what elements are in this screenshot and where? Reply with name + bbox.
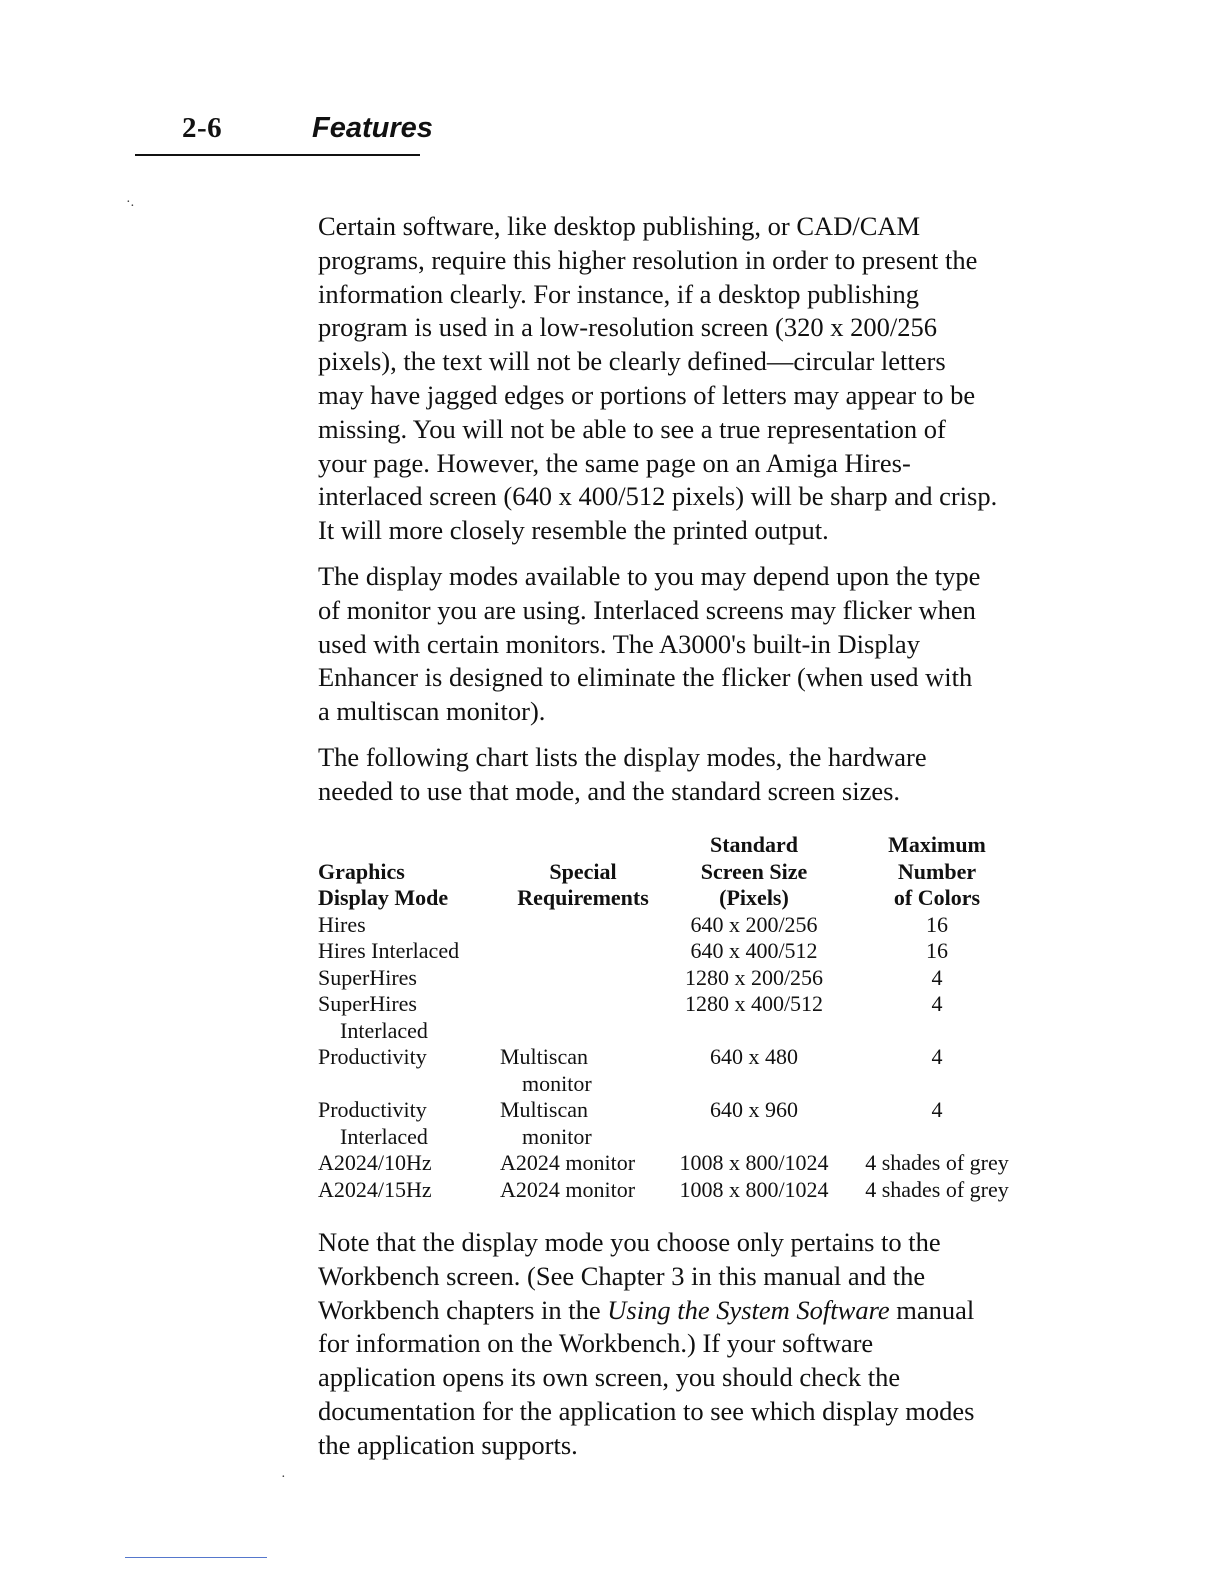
paragraph-chart-intro [318,741,1038,809]
cell-size: 1280 x 200/256 [684,964,824,990]
book-title: Using the System Software [607,1294,890,1325]
text-line: application opens its own screen, you should check the [318,1362,901,1393]
cell-mode: SuperHires [318,964,417,990]
cell-colors: 16 [926,911,948,937]
cell-mode: Hires Interlaced [318,938,460,963]
cell-requirements [500,965,666,992]
cell-mode: A2024/10Hz [318,1150,432,1175]
cell-size: 1008 x 800/1024 [679,1150,829,1175]
cell-requirements: Multiscan monitor [500,1097,592,1149]
text-line: may have jagged edges or portions of letters may appear to be [318,379,976,410]
cell-size: 640 x 480 [710,1044,798,1069]
text-line: It will more closely resemble the printed output. [318,515,829,546]
paragraph-resolution [318,210,1038,548]
header-rule [135,154,420,156]
header-display-mode: Graphics Display Mode [318,858,449,910]
text-line: The display modes available to you may depend upon the type [318,560,981,591]
table-row [318,991,1032,1044]
body-text [318,210,1038,809]
header-screen-size: Standard Screen Size (Pixels) [700,832,808,910]
text-line: information clearly. For instance, if a desktop publishing [318,278,920,309]
cell-size: 640 x 400/512 [690,938,818,963]
text-line: Note that the display mode you choose only pertains to the [318,1227,941,1257]
table-header-row [318,832,1032,912]
cell-colors: 4 shades of grey [865,1150,1009,1175]
table-row [318,1044,1032,1097]
table-row [318,1150,1032,1177]
cell-size: 640 x 960 [710,1097,798,1122]
table-row [318,938,1032,965]
text-line: documentation for the application to see which display modes [318,1395,975,1426]
cell-requirements: Multiscan monitor [500,1044,592,1096]
scan-speck: ·. [126,195,135,210]
text-line: Enhancer is designed to eliminate the flicker (when used with [318,662,973,693]
cell-mode: Productivity Interlaced [318,1097,428,1149]
page-number: 2-6 [182,112,223,144]
cell-requirements [500,912,666,939]
paragraph-workbench-note [318,1226,974,1463]
text-line: a multiscan monitor). [318,696,546,727]
header-requirements: Special Requirements [517,858,649,910]
display-modes-table [318,832,1032,1203]
cell-colors: 4 [931,1044,943,1069]
cell-mode: SuperHires Interlaced [318,991,428,1043]
text-line: The following chart lists the display modes, the hardware [318,741,927,772]
paragraph-monitors [318,560,1038,729]
cell-colors: 4 [931,1097,943,1122]
text-line: used with certain monitors. The A3000's built-in Display [318,628,920,659]
cell-size: 1280 x 400/512 [684,991,824,1016]
cell-colors: 4 shades of grey [865,1176,1009,1202]
cell-colors: 4 [931,991,943,1016]
cell-requirements [500,991,666,1044]
table-row [318,1177,1032,1204]
text-line: for information on the Workbench.) If your software [318,1328,874,1359]
table-row [318,965,1032,992]
text-line: missing. You will not be able to see a true representation of [318,413,946,444]
table-row [318,1097,1032,1150]
text-line: Workbench screen. (See Chapter 3 in this manual and the [318,1260,926,1291]
cell-colors: 16 [926,938,948,963]
cell-size: 1008 x 800/1024 [679,1176,829,1202]
header-max-colors: Maximum Number of Colors [888,832,986,910]
page-header [135,108,433,158]
text-line: pixels), the text will not be clearly defined—circular letters [318,346,946,377]
cell-mode: Hires [318,911,366,937]
cell-colors: 4 [931,964,943,990]
text-line: the application supports. [318,1429,578,1460]
cell-requirements: A2024 monitor [500,1150,636,1175]
text-line: needed to use that mode, and the standard screen sizes. [318,775,901,806]
cell-mode: A2024/15Hz [318,1176,432,1202]
text-line: Certain software, like desktop publishing, or CAD/CAM [318,211,921,241]
scan-speck: · [281,1470,286,1485]
text-line: of monitor you are using. Interlaced screens may flicker when [318,594,976,625]
cell-requirements [500,938,666,965]
text-line: Workbench chapters in the Using the System Software manual [318,1294,975,1325]
cell-mode: Productivity [318,1044,427,1069]
cell-size: 640 x 200/256 [690,911,818,937]
text-line: program is used in a low-resolution screen (320 x 200/256 [318,312,937,343]
cell-requirements: A2024 monitor [500,1176,636,1202]
text-line: interlaced screen (640 x 400/512 pixels) will be sharp and crisp. [318,481,998,512]
footer-rule [125,1557,267,1558]
table-row [318,912,1032,939]
section-title: Features [312,112,433,144]
text-line: programs, require this higher resolution in order to present the [318,244,978,275]
text-line: your page. However, the same page on an Amiga Hires- [318,447,911,478]
